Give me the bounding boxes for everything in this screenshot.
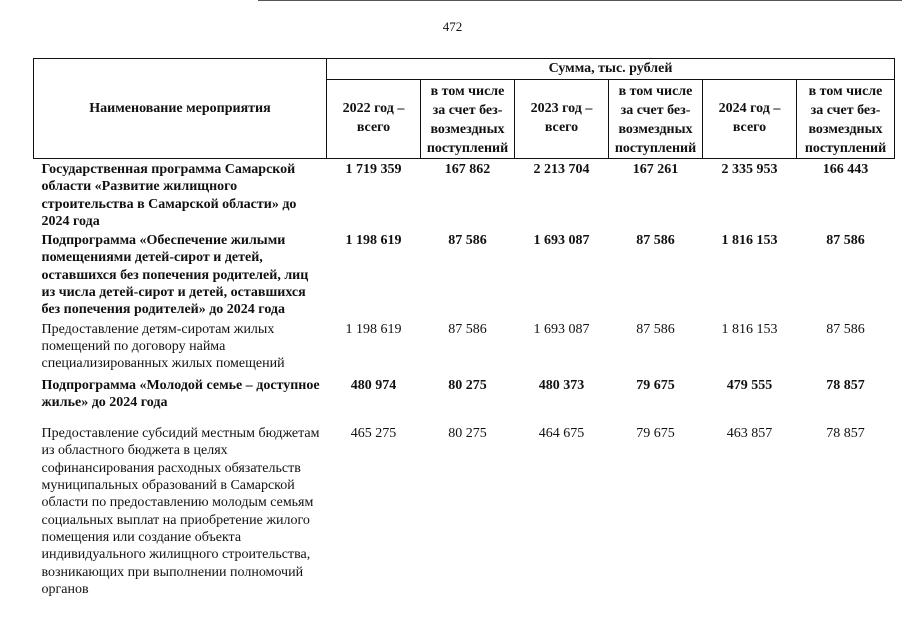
value-2024-total: 1 816 153 xyxy=(721,233,778,249)
header-col-2022-grants: в том числе за счет без- возмездных поступлений xyxy=(421,80,515,159)
value-2024-total: 463 857 xyxy=(726,426,773,442)
header-col-2024-grants: в том числе за счет без- возмездных поступлений xyxy=(797,80,895,159)
table-row xyxy=(34,159,895,231)
budget-table xyxy=(33,58,894,598)
row-name: Государственная программа Самарской области «Развитие жилищного строительства в Самарской области» до 2024 года xyxy=(41,162,297,229)
header-name-column: Наименование мероприятия xyxy=(34,59,327,159)
top-rule xyxy=(258,0,902,1)
row-name: Подпрограмма «Молодой семье – доступное жилье» до 2024 года xyxy=(41,377,320,410)
header-col-2024-total: 2024 год – всего xyxy=(703,80,797,159)
value-2022-total: 1 198 619 xyxy=(345,321,402,337)
value-2023-grants: 87 586 xyxy=(636,233,675,249)
value-2024-grants: 78 857 xyxy=(826,377,865,393)
value-2022-grants: 167 862 xyxy=(444,162,491,177)
value-2023-grants: 79 675 xyxy=(636,377,675,393)
value-2023-total: 2 213 704 xyxy=(533,162,590,177)
value-2023-total: 1 693 087 xyxy=(533,233,590,249)
value-2024-grants: 166 443 xyxy=(822,162,869,177)
header-sum-title: Сумма, тыс. рублей xyxy=(327,59,895,80)
value-2023-grants: 167 261 xyxy=(632,162,679,177)
value-2024-grants: 87 586 xyxy=(826,321,865,337)
value-2023-total: 1 693 087 xyxy=(533,321,590,337)
row-name: Предоставление субсидий местным бюджетам из областного бюджета в целях софинансирования расходных обязательств муниципальных образований в Самарской области по предоставлению молодым семьям социальных выплат на приобретение жилого помещения или создание объекта индивидуального жилищного строительства, возникающих при выполнении полномочий органов xyxy=(41,426,320,597)
row-name: Предоставление детям-сиротам жилых помещений по договору найма специализированных жилых помещений xyxy=(41,321,285,372)
value-2024-grants: 87 586 xyxy=(826,233,865,249)
value-2024-total: 2 335 953 xyxy=(721,162,778,177)
value-2022-total: 1 198 619 xyxy=(345,233,402,249)
value-2022-total: 465 275 xyxy=(350,426,397,442)
header-col-2022-total: 2022 год – всего xyxy=(327,80,421,159)
table-row xyxy=(34,230,895,318)
value-2022-grants: 87 586 xyxy=(448,321,487,337)
table-row xyxy=(34,373,895,412)
value-2022-grants: 80 275 xyxy=(448,377,487,393)
page-number: 472 xyxy=(442,19,463,34)
value-2024-grants: 78 857 xyxy=(826,426,865,442)
value-2023-grants: 87 586 xyxy=(636,321,675,337)
value-2022-total: 480 974 xyxy=(350,377,397,393)
value-2024-total: 479 555 xyxy=(726,377,773,393)
value-2022-total: 1 719 359 xyxy=(345,162,402,177)
value-2022-grants: 87 586 xyxy=(448,233,487,249)
table-row xyxy=(34,319,895,373)
value-2023-total: 480 373 xyxy=(538,377,585,393)
row-name: Подпрограмма «Обеспечение жилыми помещениями детей-сирот и детей, оставшихся без попечения родителей, лиц из числа детей-сирот и детей, оставшихся без попечения родителей» до 2024 года xyxy=(41,233,309,318)
value-2023-total: 464 675 xyxy=(538,426,585,442)
header-col-2023-grants: в том числе за счет без- возмездных поступлений xyxy=(609,80,703,159)
value-2022-grants: 80 275 xyxy=(448,426,487,442)
table-row xyxy=(34,411,895,598)
value-2023-grants: 79 675 xyxy=(636,426,675,442)
value-2024-total: 1 816 153 xyxy=(721,321,778,337)
header-col-2023-total: 2023 год – всего xyxy=(515,80,609,159)
